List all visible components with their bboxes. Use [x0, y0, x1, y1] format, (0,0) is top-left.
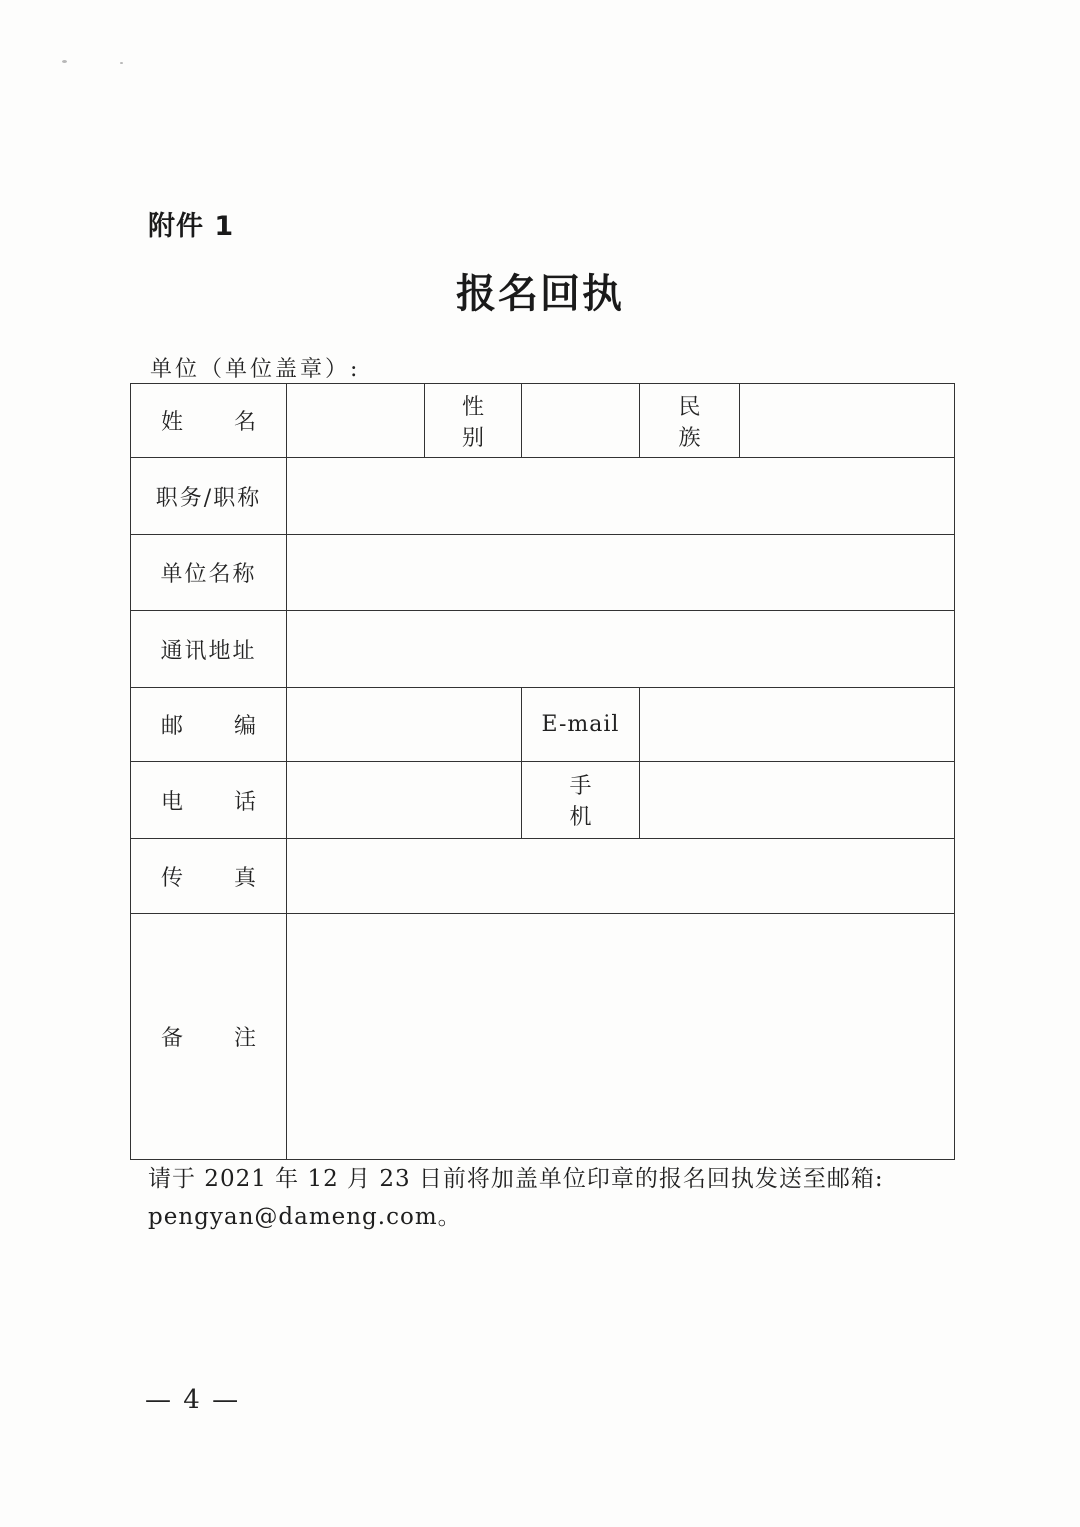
name-label: 姓 名: [131, 384, 287, 458]
address-field[interactable]: [287, 611, 955, 688]
mobile-field[interactable]: [640, 762, 955, 839]
ethnicity-label: 民 族: [640, 384, 740, 458]
attachment-label: 附件 1: [148, 211, 235, 242]
scan-speck: [120, 62, 123, 64]
table-row: [131, 762, 955, 839]
registration-form-table: [130, 383, 955, 1160]
table-row: [131, 914, 955, 1160]
org-name-field[interactable]: [287, 535, 955, 611]
page-title: 报名回执: [456, 270, 624, 317]
mobile-label: 手 机: [522, 762, 640, 839]
postcode-field[interactable]: [287, 688, 522, 762]
submission-note: [148, 1160, 948, 1236]
email-field[interactable]: [640, 688, 955, 762]
submission-note-line: 请于 2021 年 12 月 23 日前将加盖单位印章的报名回执发送至邮箱:: [148, 1166, 884, 1192]
table-row: [131, 611, 955, 688]
fax-field[interactable]: [287, 839, 955, 914]
gender-label: 性 别: [425, 384, 522, 458]
phone-label: 电 话: [131, 762, 287, 839]
phone-field[interactable]: [287, 762, 522, 839]
gender-field[interactable]: [522, 384, 640, 458]
remarks-label: 备 注: [131, 914, 287, 1160]
page-number: — 4 —: [145, 1385, 241, 1415]
table-row: [131, 384, 955, 458]
position-field[interactable]: [287, 458, 955, 535]
remarks-field[interactable]: [287, 914, 955, 1160]
address-label: 通讯地址: [131, 611, 287, 688]
table-row: [131, 839, 955, 914]
table-row: [131, 688, 955, 762]
name-field[interactable]: [287, 384, 425, 458]
table-row: [131, 458, 955, 535]
scan-speck: [62, 60, 67, 63]
unit-stamp-line: 单位（单位盖章）:: [150, 357, 361, 382]
ethnicity-field[interactable]: [740, 384, 955, 458]
submission-email: pengyan@dameng.com。: [148, 1204, 462, 1230]
org-name-label: 单位名称: [131, 535, 287, 611]
postcode-label: 邮 编: [131, 688, 287, 762]
email-label: E-mail: [522, 688, 640, 762]
position-label: 职务/职称: [131, 458, 287, 535]
fax-label: 传 真: [131, 839, 287, 914]
table-row: [131, 535, 955, 611]
